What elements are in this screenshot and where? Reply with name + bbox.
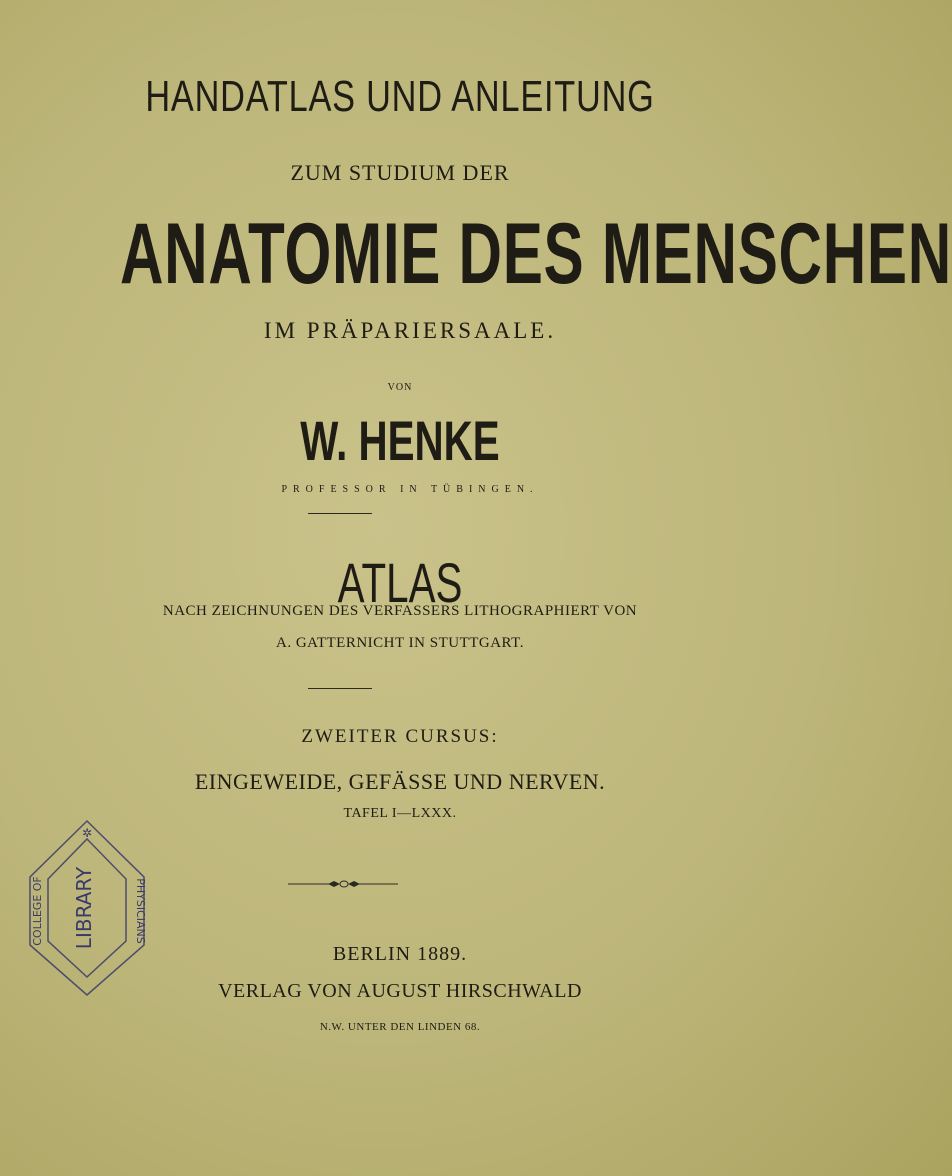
title-line-4: IM PRÄPARIERSAALE. — [263, 318, 557, 343]
publisher-address: N.W. UNTER DEN LINDEN 68. — [319, 1021, 481, 1033]
divider-rule — [308, 688, 372, 689]
author-name: W. HENKE — [300, 409, 500, 472]
author-title: PROFESSOR IN TÜBINGEN. — [281, 484, 539, 495]
library-stamp — [28, 817, 146, 999]
course-topic: EINGEWEIDE, GEFÄSSE UND NERVEN. — [194, 769, 606, 794]
section-desc-2: A. GATTERNICHT IN STUTTGART. — [276, 635, 524, 651]
course-heading: ZWEITER CURSUS: — [301, 726, 499, 747]
svg-text:✲: ✲ — [81, 826, 93, 840]
title-line-1: HANDATLAS UND ANLEITUNG — [145, 72, 655, 121]
plates-range: TAFEL I—LXXX. — [343, 806, 457, 821]
by-label: VON — [387, 382, 413, 393]
divider-rule — [308, 513, 372, 514]
svg-text:COLLEGE OF: COLLEGE OF — [31, 876, 44, 946]
publisher: VERLAG VON AUGUST HIRSCHWALD — [218, 980, 582, 1002]
section-desc-1: NACH ZEICHNUNGEN DES VERFASSERS LITHOGRAPHIERT VON — [162, 603, 638, 619]
section-title: ATLAS — [337, 551, 463, 614]
place-year: BERLIN 1889. — [332, 943, 468, 965]
title-line-2: ZUM STUDIUM DER — [290, 160, 510, 185]
main-title: ANATOMIE DES MENSCHEN — [120, 206, 952, 302]
ornament-divider — [288, 879, 398, 889]
svg-text:PHYSICIANS: PHYSICIANS — [134, 878, 147, 944]
svg-text:LIBRARY: LIBRARY — [72, 866, 96, 950]
